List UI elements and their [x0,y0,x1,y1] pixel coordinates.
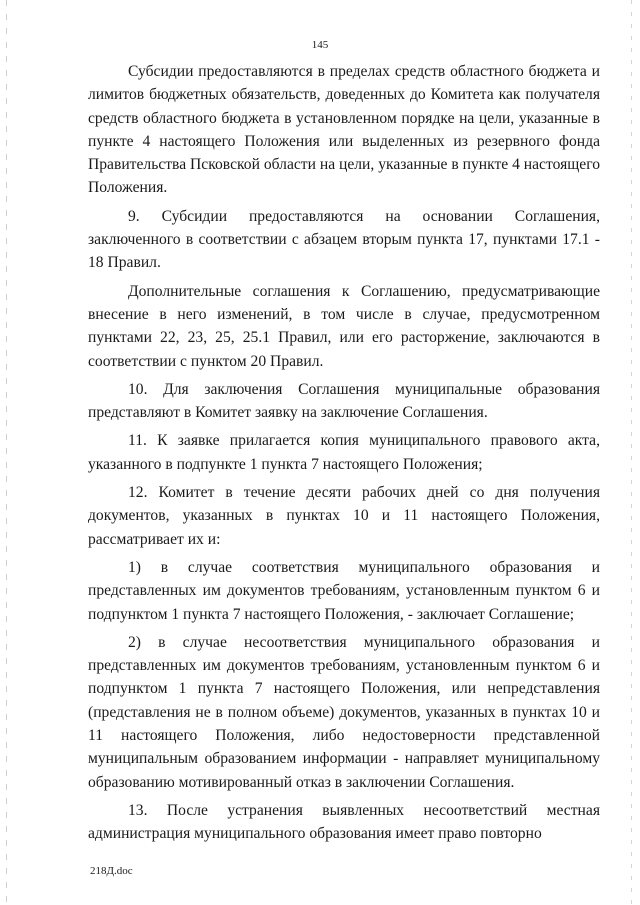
page-number: 145 [311,39,329,51]
paragraph-additional-agreements: Дополнительные соглашения к Соглашению, предусматривающие внесение в него изменений, в том числе в случае, предусмотренном пунктами 22, 23, 25, 25.1 Правил, или его расторжение, заключаются в соответствии с пунктом 20 Правил. [88,282,600,370]
paragraph-item-12: 12. Комитет в течение десяти рабочих дней со дня получения документов, указанных в пунктах 10 и 11 настоящего Положения, рассматривает их и: [88,484,600,548]
paragraph-item-11: 11. К заявке прилагается копия муниципального правового акта, указанного в подпункте 1 пункта 7 настоящего Положения; [88,432,600,473]
scan-edge-left [6,0,7,905]
paragraph-item-13: 13. После устранения выявленных несоответствий местная администрация муниципального образования имеет право повторно [88,801,600,843]
paragraph-item-9: 9. Субсидии предоставляются на основании Соглашения, заключенного в соответствии с абзацем вторым пункта 17, пунктами 17.1 - 18 Правил. [88,207,600,272]
file-name-footer: 218Д.doc [90,865,133,877]
scan-edge-right [631,0,632,905]
paragraph-item-12-sub-2: 2) в случае несоответствия муниципального образования и представленных им документов требованиям, установленным пунктом 6 и подпунктом 1 пункта 7 настоящего Положения, или непредставления (представления не в полном объеме) документов, указанных в пунктах 10 и 11 настоящего Положения, либо недостоверности представленной муниципальным образованием информации - направляет муниципальному образованию мотивированный отказ в заключении Соглашения. [88,633,600,791]
paragraph-subsidy-limits: Субсидии предоставляются в пределах средств областного бюджета и лимитов бюджетных обязательств, доведенных до Комитета как получателя средств областного бюджета в установленном порядке на цели, указанные в пункте 4 настоящего Положения или выделенных из резервного фонда Правительства Псковской области на цели, указанные в пункте 4 настоящего Положения. [88,63,600,197]
paragraph-item-10: 10. Для заключения Соглашения муниципальные образования представляют в Комитет заявку на заключение Соглашения. [88,380,600,422]
document-body [88,60,600,851]
paragraph-item-12-sub-1: 1) в случае соответствия муниципального образования и представленных им документов требованиям, установленным пунктом 6 и подпунктом 1 пункта 7 настоящего Положения, - заключает Соглашение; [88,558,600,623]
